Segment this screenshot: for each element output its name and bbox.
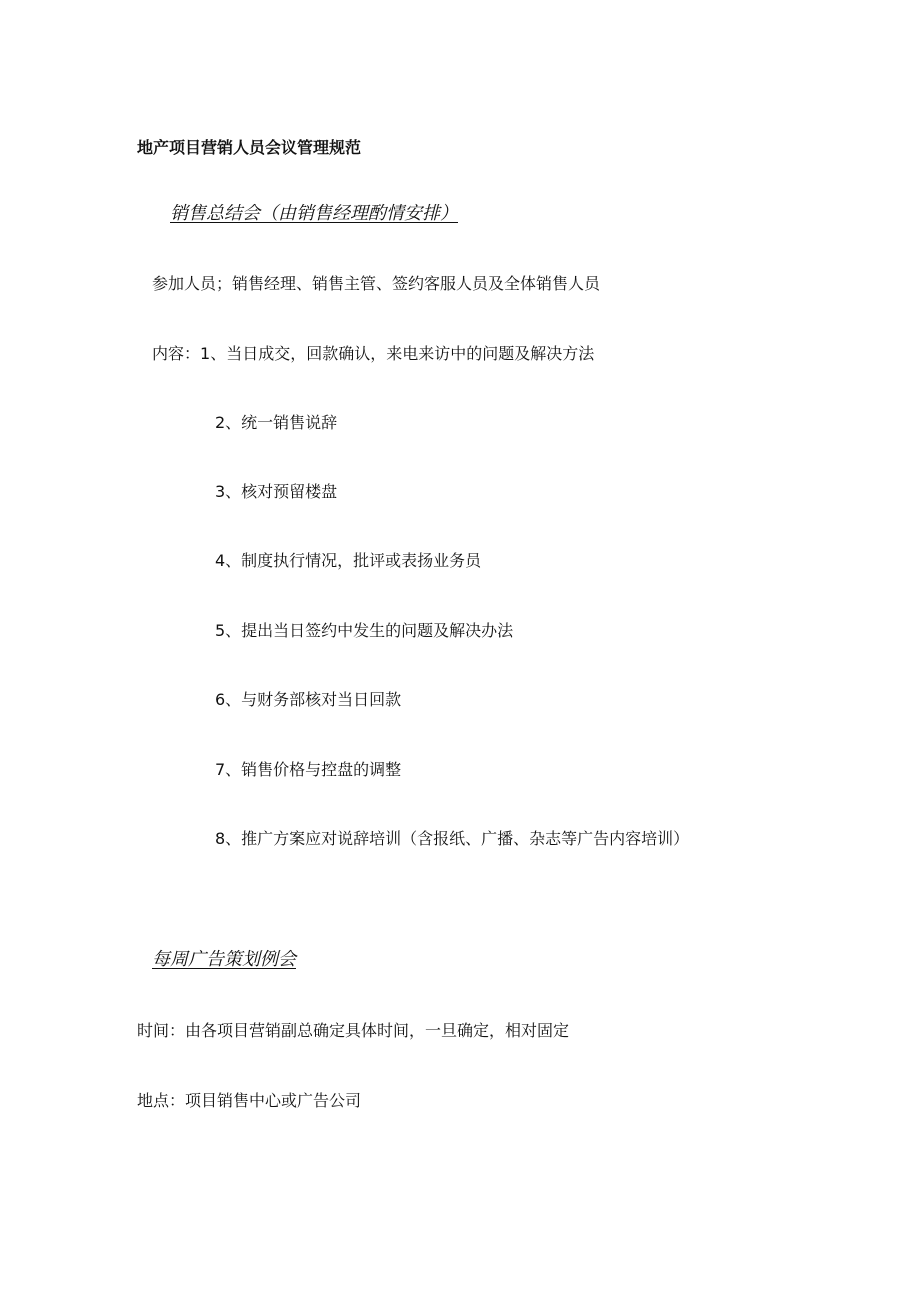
content-item-8: 8、推广方案应对说辞培训（含报纸、广播、杂志等广告内容培训）: [215, 829, 690, 848]
content-item-3: 3、核对预留楼盘: [215, 482, 338, 501]
time-line: 时间：由各项目营销副总确定具体时间，一旦确定，相对固定: [137, 1021, 570, 1040]
content-item-7: 7、销售价格与控盘的调整: [215, 760, 402, 779]
section-heading-weekly-ad-meeting: 每周广告策划例会: [152, 949, 296, 970]
content-label: 内容：: [152, 344, 201, 363]
content-item-5: 5、提出当日签约中发生的问题及解决办法: [215, 621, 514, 640]
content-line: [152, 343, 594, 365]
content-item-4: 4、制度执行情况，批评或表扬业务员: [215, 551, 482, 570]
content-item-2: 2、统一销售说辞: [215, 413, 338, 432]
document-title: 地产项目营销人员会议管理规范: [137, 138, 362, 157]
content-item-6: 6、与财务部核对当日回款: [215, 690, 402, 709]
attendees-line: 参加人员；销售经理、销售主管、签约客服人员及全体销售人员: [152, 274, 601, 293]
place-line: 地点：项目销售中心或广告公司: [137, 1091, 362, 1110]
section-heading-sales-summary: 销售总结会（由销售经理酌情安排）: [170, 203, 458, 224]
content-item-1: 1、当日成交，回款确认，来电来访中的问题及解决方法: [200, 344, 595, 363]
